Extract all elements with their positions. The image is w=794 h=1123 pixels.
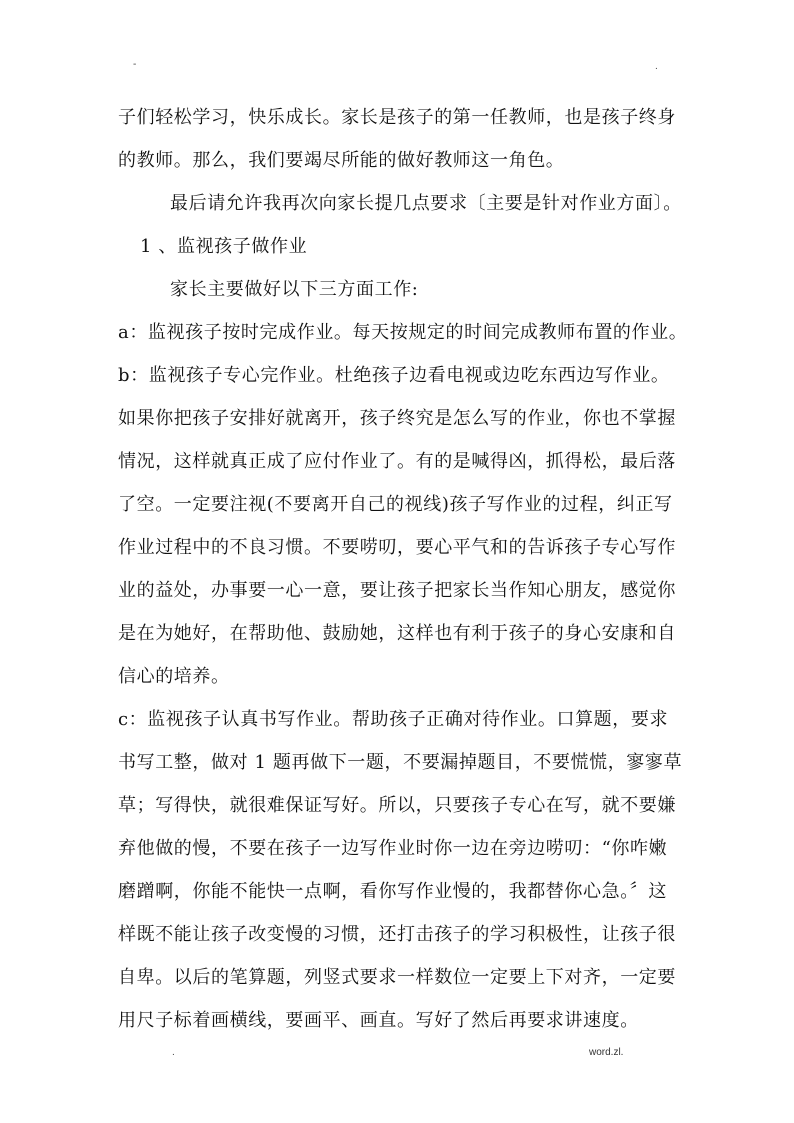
paragraph-line: 磨蹭啊，你能不能快一点啊，看你写作业慢的，我都替你心急。〞这: [118, 881, 667, 902]
paragraph-line: 子们轻松学习，快乐成长。家长是孩子的第一任教师，也是孩子终身: [118, 107, 676, 128]
footer-right-text: word.zl.: [589, 1047, 624, 1058]
paragraph-line: 样既不能让孩子改变慢的习惯，还打击孩子的学习积极性，让孩子很: [118, 924, 676, 945]
paragraph-line: 信心的培养。: [118, 666, 230, 687]
paragraph-line: 弃他做的慢，不要在孩子一边写作业时你一边在旁边唠叨：“你咋嫩: [118, 838, 668, 859]
paragraph-line: 用尺子标着画横线，要画平、画直。写好了然后再要求讲速度。: [118, 1010, 639, 1031]
paragraph-line: 最后请允许我再次向家长提几点要求〔主要是针对作业方面〕。: [170, 193, 682, 214]
footer-left-mark: .: [172, 1047, 175, 1058]
section-heading: 1 、监视孩子做作业: [140, 236, 308, 257]
paragraph-line: 草；写得快，就很难保证写好。所以，只要孩子专心在写，就不要嫌: [118, 795, 676, 816]
paragraph-line: b：监视孩子专心完作业。杜绝孩子边看电视或边吃东西边写作业。: [118, 365, 670, 386]
paragraph-line: 书写工整，做对 1 题再做下一题，不要漏掉题目，不要慌慌，寥寥草: [118, 752, 683, 773]
paragraph-line: 作业过程中的不良习惯。不要唠叨，要心平气和的告诉孩子专心写作: [118, 537, 676, 558]
header-right-mark: .: [655, 61, 658, 72]
paragraph-line: 了空。一定要注视(不要离开自己的视线)孩子写作业的过程，纠正写: [118, 494, 673, 515]
paragraph-line: 业的益处，办事要一心一意，要让孩子把家长当作知心朋友，感觉你: [118, 580, 676, 601]
paragraph-line: 家长主要做好以下三方面工作:: [170, 279, 419, 300]
paragraph-line: 的教师。那么，我们要竭尽所能的做好教师这一角色。: [118, 150, 565, 171]
paragraph-line: c：监视孩子认真书写作业。帮助孩子正确对待作业。口算题，要求: [118, 709, 669, 730]
paragraph-line: a：监视孩子按时完成作业。每天按规定的时间完成教师布置的作业。: [118, 322, 688, 343]
paragraph-line: 如果你把孩子安排好就离开，孩子终究是怎么写的作业，你也不掌握: [118, 408, 676, 429]
paragraph-line: 是在为她好，在帮助他、鼓励她，这样也有利于孩子的身心安康和自: [118, 623, 676, 644]
paragraph-line: 情况，这样就真正成了应付作业了。有的是喊得凶，抓得松，最后落: [118, 451, 676, 472]
paragraph-line: 自卑。以后的笔算题，列竖式要求一样数位一定要上下对齐，一定要: [118, 967, 676, 988]
header-left-mark: -: [133, 59, 137, 70]
